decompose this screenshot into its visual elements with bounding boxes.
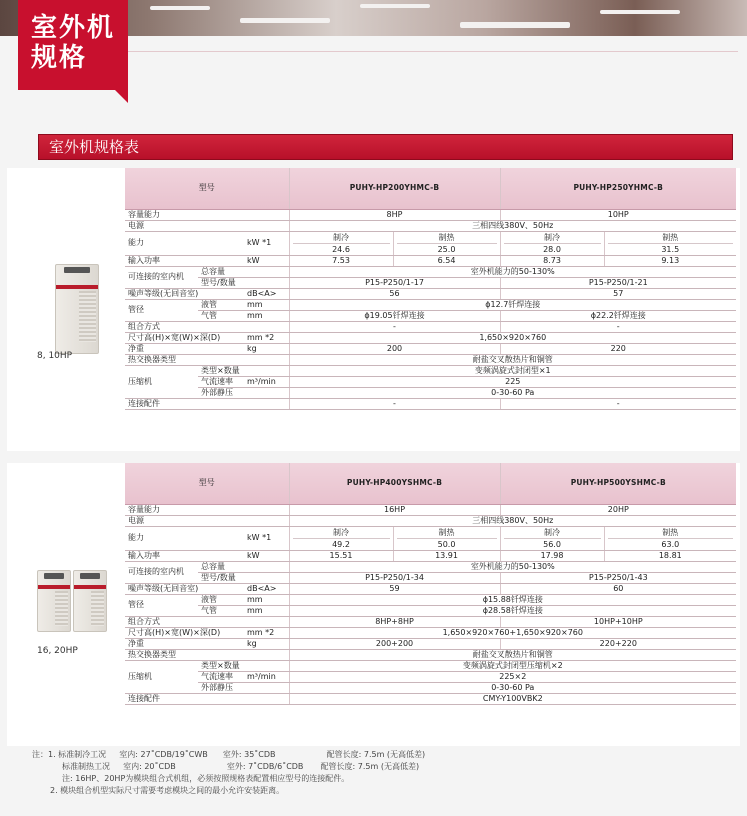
table-row — [125, 288, 736, 299]
footnote-text: 室外: 35˚CDB — [222, 750, 276, 759]
cool-label: 制冷 — [293, 232, 390, 244]
unit-illustration — [37, 570, 71, 632]
table-row — [125, 332, 736, 343]
row-label: 热交换器类型 — [125, 649, 289, 660]
cell: 0-30-60 Pa — [289, 682, 736, 693]
table-row — [125, 299, 736, 310]
cell — [500, 526, 604, 550]
heat-label: 制热 — [397, 527, 497, 539]
spec-block-16-20hp — [7, 463, 740, 746]
cell: 6.54 — [393, 255, 500, 266]
row-label: 能力 — [125, 526, 244, 550]
row-unit: kW *1 — [244, 231, 289, 255]
row-sublabel: 气流速率 — [198, 376, 244, 387]
cell: 15.51 — [289, 550, 393, 561]
table-row — [125, 354, 736, 365]
cell — [393, 526, 500, 550]
footnote-line — [32, 761, 732, 773]
row-label: 输入功率 — [125, 255, 244, 266]
cell: 三相四线380V、50Hz — [289, 515, 736, 526]
row-sublabel: 液管 — [198, 299, 244, 310]
cell: 10HP+10HP — [500, 616, 736, 627]
footnote-line: 2. 模块组合机型实际尺寸需要考虑模块之间的最小允许安装距离。 — [50, 786, 285, 795]
cell — [289, 526, 393, 550]
section-title: 室外机规格表 — [38, 134, 733, 160]
cell — [604, 231, 736, 255]
footnote-text: 配管长度: 7.5m (无高低差) — [326, 750, 426, 759]
footnote-text: 室外: 7˚CDB/6˚CDB — [226, 762, 304, 771]
cell: 变频涡旋式封闭型压缩机×2 — [289, 660, 736, 671]
row-sublabel: 类型×数量 — [198, 365, 289, 376]
outdoor-unit-photo — [27, 260, 115, 360]
cell: 18.81 — [604, 550, 736, 561]
footnotes — [32, 749, 732, 797]
cell: 56 — [289, 288, 500, 299]
table-row — [125, 594, 736, 605]
cool-label: 制冷 — [293, 527, 390, 539]
table-header-row — [125, 168, 736, 209]
table-row — [125, 209, 736, 220]
cell: 0-30-60 Pa — [289, 387, 736, 398]
cell: - — [500, 321, 736, 332]
cell — [393, 231, 500, 255]
cell-value: 28.0 — [543, 244, 561, 254]
footnote-text: 室内: 27˚CDB/19˚CWB — [119, 750, 208, 759]
row-unit: m³/min — [244, 671, 289, 682]
page-title-line2: 规格 — [31, 43, 88, 73]
row-label: 尺寸高(H)×宽(W)×深(D) — [125, 332, 244, 343]
table-row — [125, 376, 736, 387]
table-row — [125, 627, 736, 638]
cell-value: 31.5 — [661, 244, 680, 254]
footnote-line — [32, 749, 732, 761]
row-label: 能力 — [125, 231, 244, 255]
table-row — [125, 343, 736, 354]
row-label: 输入功率 — [125, 550, 244, 561]
row-unit: mm — [244, 310, 289, 321]
row-label: 净重 — [125, 638, 244, 649]
header-model-b: PUHY-HP500YSHMC-B — [500, 463, 736, 504]
cell — [500, 231, 604, 255]
photo-caption: 16, 20HP — [37, 646, 78, 656]
row-unit: mm *2 — [244, 627, 289, 638]
cell: 225 — [289, 376, 736, 387]
header-model-a: PUHY-HP400YSHMC-B — [289, 463, 500, 504]
cell: CMY-Y100VBK2 — [289, 693, 736, 704]
heat-label: 制热 — [608, 232, 734, 244]
table-row — [125, 220, 736, 231]
table-row — [125, 561, 736, 572]
row-unit: kW — [244, 255, 289, 266]
row-sublabel: 液管 — [198, 594, 244, 605]
row-unit: mm — [244, 299, 289, 310]
cell: 200 — [289, 343, 500, 354]
row-label: 容量能力 — [125, 504, 289, 515]
table-row — [125, 231, 736, 255]
row-label: 管径 — [125, 299, 198, 321]
table-row — [125, 572, 736, 583]
header-type: 型号 — [125, 463, 289, 504]
table-row — [125, 660, 736, 671]
table-row — [125, 550, 736, 561]
row-unit: kW *1 — [244, 526, 289, 550]
row-label: 容量能力 — [125, 209, 289, 220]
cell: - — [500, 398, 736, 409]
cell: 三相四线380V、50Hz — [289, 220, 736, 231]
cell-value: 56.0 — [543, 539, 561, 549]
cell — [289, 231, 393, 255]
cell: 60 — [500, 583, 736, 594]
row-label: 净重 — [125, 343, 244, 354]
cell: ϕ12.7钎焊连接 — [289, 299, 736, 310]
header-model-b: PUHY-HP250YHMC-B — [500, 168, 736, 209]
cell: 225×2 — [289, 671, 736, 682]
cell: P15-P250/1-21 — [500, 277, 736, 288]
cell: 7.53 — [289, 255, 393, 266]
header-model-a: PUHY-HP200YHMC-B — [289, 168, 500, 209]
cell: 9.13 — [604, 255, 736, 266]
row-sublabel: 外部静压 — [198, 387, 289, 398]
row-label: 噪声等级(无回音室) — [125, 583, 244, 594]
cell: 耐盐交叉散热片和铜管 — [289, 649, 736, 660]
row-sublabel: 外部静压 — [198, 682, 289, 693]
cell: P15-P250/1-17 — [289, 277, 500, 288]
table-row — [125, 616, 736, 627]
table-row — [125, 398, 736, 409]
cell: 室外机能力的50-130% — [289, 266, 736, 277]
cell: ϕ28.58钎焊连接 — [289, 605, 736, 616]
table-row — [125, 526, 736, 550]
row-sublabel: 气管 — [198, 310, 244, 321]
table-row — [125, 583, 736, 594]
table-row — [125, 605, 736, 616]
cell: P15-P250/1-34 — [289, 572, 500, 583]
row-label: 噪声等级(无回音室) — [125, 288, 244, 299]
photo-caption: 8, 10HP — [37, 351, 73, 361]
cool-label: 制冷 — [504, 232, 601, 244]
cell: 13.91 — [393, 550, 500, 561]
cell: ϕ22.2钎焊连接 — [500, 310, 736, 321]
row-label: 组合方式 — [125, 616, 289, 627]
table-row — [125, 365, 736, 376]
cell: 室外机能力的50-130% — [289, 561, 736, 572]
row-sublabel: 类型×数量 — [198, 660, 289, 671]
footnote-text: 室内: 20˚CDB — [123, 762, 176, 771]
cell: 16HP — [289, 504, 500, 515]
table-row — [125, 277, 736, 288]
cell: 20HP — [500, 504, 736, 515]
row-label: 连接配件 — [125, 398, 289, 409]
row-sublabel: 总容量 — [198, 561, 289, 572]
cell: 57 — [500, 288, 736, 299]
row-label: 可连接的室内机 — [125, 266, 198, 288]
cell-value: 50.0 — [437, 539, 456, 549]
page-title — [18, 0, 128, 90]
table-row — [125, 321, 736, 332]
row-sublabel: 型号/数量 — [198, 572, 289, 583]
table-header-row — [125, 463, 736, 504]
spec-block-8-10hp — [7, 168, 740, 451]
cell: 8.73 — [500, 255, 604, 266]
row-sublabel: 总容量 — [198, 266, 289, 277]
row-label: 压缩机 — [125, 660, 198, 693]
cell: 8HP — [289, 209, 500, 220]
cell: P15-P250/1-43 — [500, 572, 736, 583]
cell-value: 24.6 — [332, 244, 350, 254]
row-unit: dB<A> — [244, 288, 289, 299]
row-sublabel: 气流速率 — [198, 671, 244, 682]
row-label: 尺寸高(H)×宽(W)×深(D) — [125, 627, 244, 638]
table-row — [125, 255, 736, 266]
cell-value: 25.0 — [437, 244, 456, 254]
cell: 59 — [289, 583, 500, 594]
cell: 8HP+8HP — [289, 616, 500, 627]
row-unit: dB<A> — [244, 583, 289, 594]
row-unit: kW — [244, 550, 289, 561]
page-title-line1: 室外机 — [31, 13, 116, 43]
row-label: 热交换器类型 — [125, 354, 289, 365]
row-unit: mm — [244, 594, 289, 605]
row-unit: mm — [244, 605, 289, 616]
row-label: 可连接的室内机 — [125, 561, 198, 583]
row-label: 组合方式 — [125, 321, 289, 332]
row-sublabel: 型号/数量 — [198, 277, 289, 288]
cell: - — [289, 321, 500, 332]
cell: 10HP — [500, 209, 736, 220]
cell: 变频涡旋式封闭型×1 — [289, 365, 736, 376]
table-row — [125, 266, 736, 277]
spec-table — [125, 168, 736, 410]
cool-label: 制冷 — [504, 527, 601, 539]
table-row — [125, 504, 736, 515]
row-sublabel: 气管 — [198, 605, 244, 616]
footnote-text: 标准制热工况 — [62, 762, 110, 771]
unit-illustration — [73, 570, 107, 632]
footnote-text: 配管长度: 7.5m (无高低差) — [320, 762, 420, 771]
cell-value: 63.0 — [661, 539, 680, 549]
footnote-line: 注: 16HP、20HP为模块组合式机组，必须按照规格表配置相应型号的连接配件。 — [62, 774, 350, 783]
cell — [604, 526, 736, 550]
row-unit: kg — [244, 638, 289, 649]
row-unit: m³/min — [244, 376, 289, 387]
cell: 1,650×920×760 — [289, 332, 736, 343]
cell: ϕ15.88钎焊连接 — [289, 594, 736, 605]
cell: 耐盐交叉散热片和铜管 — [289, 354, 736, 365]
row-label: 管径 — [125, 594, 198, 616]
cell: 1,650×920×760+1,650×920×760 — [289, 627, 736, 638]
footnote-text: 注：1. 标准制冷工况 — [32, 750, 107, 759]
row-unit: mm *2 — [244, 332, 289, 343]
header-type: 型号 — [125, 168, 289, 209]
table-row — [125, 310, 736, 321]
table-row — [125, 693, 736, 704]
divider — [128, 51, 738, 52]
cell-value: 49.2 — [332, 539, 350, 549]
cell: ϕ19.05钎焊连接 — [289, 310, 500, 321]
table-row — [125, 387, 736, 398]
heat-label: 制热 — [608, 527, 734, 539]
row-label: 电源 — [125, 515, 289, 526]
unit-illustration — [55, 264, 99, 354]
cell: 17.98 — [500, 550, 604, 561]
table-row — [125, 671, 736, 682]
row-label: 压缩机 — [125, 365, 198, 398]
spec-table — [125, 463, 736, 705]
table-row — [125, 682, 736, 693]
row-label: 连接配件 — [125, 693, 289, 704]
heat-label: 制热 — [397, 232, 497, 244]
table-row — [125, 515, 736, 526]
cell: 220+220 — [500, 638, 736, 649]
row-label: 电源 — [125, 220, 289, 231]
row-unit: kg — [244, 343, 289, 354]
cell: 200+200 — [289, 638, 500, 649]
cell: - — [289, 398, 500, 409]
cell: 220 — [500, 343, 736, 354]
table-row — [125, 649, 736, 660]
table-row — [125, 638, 736, 649]
